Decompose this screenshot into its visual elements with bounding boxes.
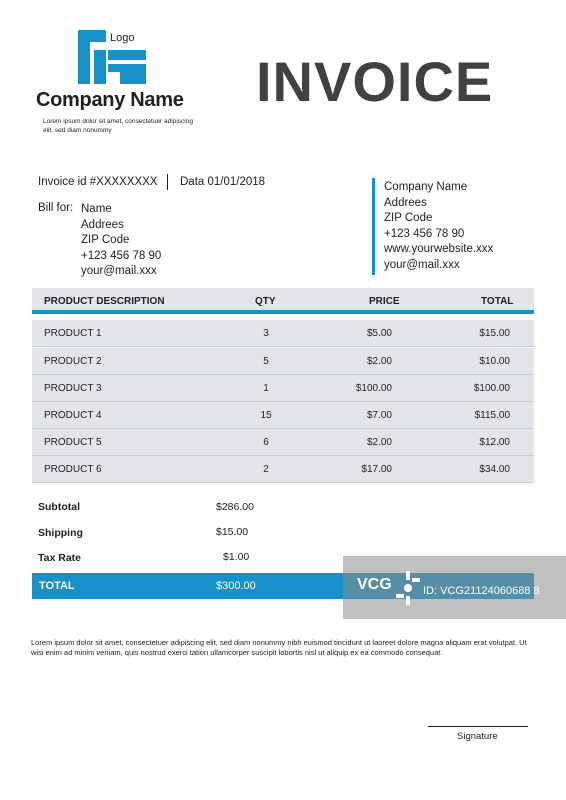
cell-qty: 15 — [260, 410, 272, 421]
cell-price: $7.00 — [366, 410, 392, 421]
bill-zip: ZIP Code — [81, 234, 130, 246]
cell-description: PRODUCT 4 — [44, 410, 102, 421]
header-accent-line — [32, 310, 534, 314]
header-description: PRODUCT DESCRIPTION — [44, 296, 165, 307]
seller-block — [384, 180, 493, 273]
watermark-brand: VCG — [357, 576, 392, 593]
seller-zip: ZIP Code — [384, 212, 433, 224]
signature-line — [428, 726, 528, 727]
cell-qty: 1 — [263, 383, 269, 394]
company-tagline: Lorem ipsum dolor sit amet, consectetuer adipiscing elit, sed diam nonummy — [43, 118, 193, 134]
cell-total: $100.00 — [473, 383, 510, 394]
cell-total: $115.00 — [474, 410, 510, 421]
shipping-value: $15.00 — [216, 526, 249, 538]
seller-website: www.yourwebsite.xxx — [384, 243, 494, 255]
seller-company: Company Name — [384, 181, 468, 193]
table-header — [32, 288, 534, 314]
bill-phone: +123 456 78 90 — [81, 249, 162, 262]
table-row — [32, 429, 534, 456]
cell-price: $2.00 — [366, 356, 392, 367]
cell-price: $100.00 — [355, 383, 392, 394]
bill-to-block — [81, 202, 161, 280]
cell-qty: 6 — [263, 437, 269, 448]
cell-total: $10.00 — [479, 356, 510, 367]
cell-qty: 5 — [263, 356, 269, 367]
cell-qty: 3 — [263, 328, 269, 339]
header-price: PRICE — [369, 296, 400, 307]
subtotal-value: $286.00 — [216, 501, 254, 513]
meta-divider — [167, 174, 168, 190]
seller-phone: +123 456 78 90 — [384, 227, 465, 240]
invoice-title: INVOICE — [256, 50, 494, 113]
shipping-label: Shipping — [38, 527, 83, 539]
total-label: TOTAL — [39, 580, 75, 592]
seller-accent-bar — [372, 178, 375, 275]
subtotal-label: Subtotal — [38, 501, 80, 513]
bill-for-label: Bill for: — [38, 202, 74, 214]
footer-text: Lorem ipsum dolor sit amet, consectetuer adipiscing elit, sed diam nonummy nibh euismod tincidunt ut laoreet dolore magna aliquam erat volutpat. Ut wisi enim ad minim veniam, quis nostrud exerci tation ullamcorper suscipit lobortis nisl ut aliquip ex ea commodo consequat. — [31, 638, 527, 657]
logo-text: Logo — [110, 32, 135, 44]
invoice-date: Data 01/01/2018 — [180, 176, 266, 188]
table-row — [32, 348, 534, 375]
cell-description: PRODUCT 2 — [44, 356, 102, 367]
cell-price: $2.00 — [366, 437, 392, 448]
cell-description: PRODUCT 3 — [44, 383, 102, 394]
table-row — [32, 456, 534, 483]
company-name: Company Name — [36, 89, 184, 111]
watermark-id: ID: VCG21124060688 8 — [423, 585, 540, 597]
cell-total: $34.00 — [479, 464, 510, 475]
tax-value: $1.00 — [223, 551, 250, 563]
watermark-logo-icon — [395, 570, 421, 606]
bill-email: your@mail.xxx — [81, 265, 157, 277]
signature-label: Signature — [457, 731, 498, 742]
tax-label: Tax Rate — [38, 552, 81, 564]
bill-name: Name — [81, 203, 112, 215]
bill-address: Addrees — [81, 218, 124, 231]
watermark — [343, 556, 566, 619]
invoice-id: Invoice id #XXXXXXXX — [38, 176, 158, 188]
cell-total: $12.00 — [479, 437, 510, 448]
table-row — [32, 320, 534, 347]
cell-price: $17.00 — [361, 464, 392, 475]
cell-total: $15.00 — [479, 328, 510, 339]
total-value: $300.00 — [216, 580, 256, 592]
cell-description: PRODUCT 1 — [44, 328, 102, 339]
seller-address: Addrees — [384, 196, 427, 209]
table-row — [32, 402, 534, 429]
cell-description: PRODUCT 6 — [44, 464, 102, 475]
seller-email: your@mail.xxx — [384, 258, 460, 271]
table-row — [32, 375, 534, 402]
cell-price: $5.00 — [366, 328, 392, 339]
header-total: TOTAL — [481, 296, 514, 307]
cell-qty: 2 — [263, 464, 269, 475]
header-qty: QTY — [255, 296, 276, 307]
cell-description: PRODUCT 5 — [44, 437, 102, 448]
